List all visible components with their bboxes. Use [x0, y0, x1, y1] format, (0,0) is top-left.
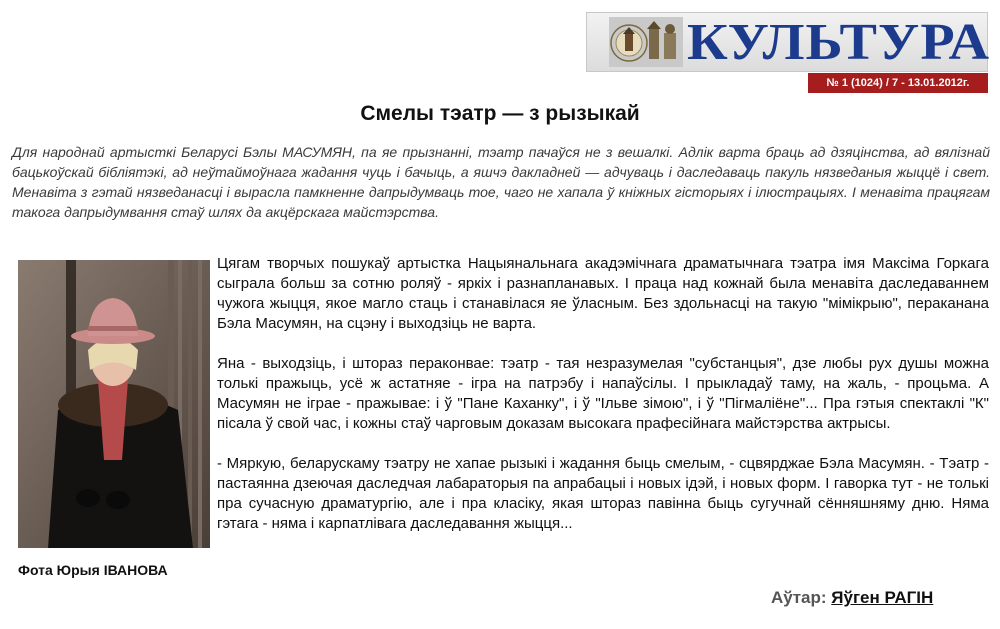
newspaper-emblem-icon: [609, 17, 683, 67]
author-link[interactable]: Яўген РАГІН: [831, 588, 934, 607]
author-line: [771, 588, 933, 608]
masthead-logo: КУЛЬТУРА: [687, 14, 991, 71]
body-paragraph: - Мяркую, беларускаму тэатру не хапае рызыкі і жадання быць смелым, - сцвярджае Бэла Масумян. - Тэатр - пастаянна дзеючая даследчая лабараторыя па апрабацыі і новых ідэй, і новых форм. І гаворка тут - не толькі пра сучасную драматургію, але і пра класіку, якая штораз павінна быць сугучнай сённяшняму дню. Няма гэтага - няма і карпатлівага даследавання жыцця...: [217, 455, 989, 532]
body-paragraph: Яна - выходзіць, і штораз пераконвае: тэатр - тая незразумелая "субстанцыя", дзе любы рух душы можна толькі пражыць, усё ж астатняе - ігра на патрэбу і напаўсілы. І прыкладаў таму, на жаль, - процьма. А Масумян не іграе - пражывае: і ў "Пане Каханку", і ў "Ільве зімою", і ў "Пігмаліёне"... Пра гэтыя спектаклі "К" пісала ў свой час, і кожны стаў чарговым доказам высокага прафесійнага майстэрства актрысы.: [217, 355, 989, 432]
photo-caption: Фота Юрыя ІВАНОВА: [18, 562, 168, 578]
body-paragraph: Цягам творчых пошукаў артыстка Нацыянальнага акадэмічнага драматычнага тэатра імя Максіма Горкага сыграла больш за сотню роляў - яркіх і разнапланавых. І праца над кожнай была менавіта даследаваннем чужога жыцця, якое магло стаць і станавілася яе ўласным. Без здольнасці на такую "мімікрыю", пераканана Бэла Масумян, на сцэну і выходзіць не варта.: [217, 255, 989, 332]
article-body: [217, 254, 989, 554]
article-lead: Для народнай артысткі Беларусі Бэлы МАСУМЯН, па яе прызнанні, тэатр пачаўся не з вешалкі. Адлік варта браць ад дзяцінства, ад вялізнай бацькоўскай бібліятэкі, ад неўтаймоўнага жадання чуць і бачыць, а яшчэ дакладней — адчуваць і даследаваць пакуль нязведаныя жыццё і свет. Менавіта з гэтай нязведанасці і вырасла памкненне дапрыдумваць тое, чаго не хапала ў кніжных гісторыях і ілюстрацыях. І менавіта працягам такога дапрыдумвання стаў шлях да акцёрскага майстэрства.: [12, 144, 990, 220]
portrait-image: [18, 260, 210, 548]
masthead[interactable]: [586, 12, 991, 72]
author-label: Аўтар:: [771, 588, 827, 607]
article-photo: [18, 260, 210, 548]
article-title: Смелы тэатр — з рызыкай: [360, 102, 640, 125]
issue-badge: № 1 (1024) / 7 - 13.01.2012г.: [808, 73, 988, 93]
